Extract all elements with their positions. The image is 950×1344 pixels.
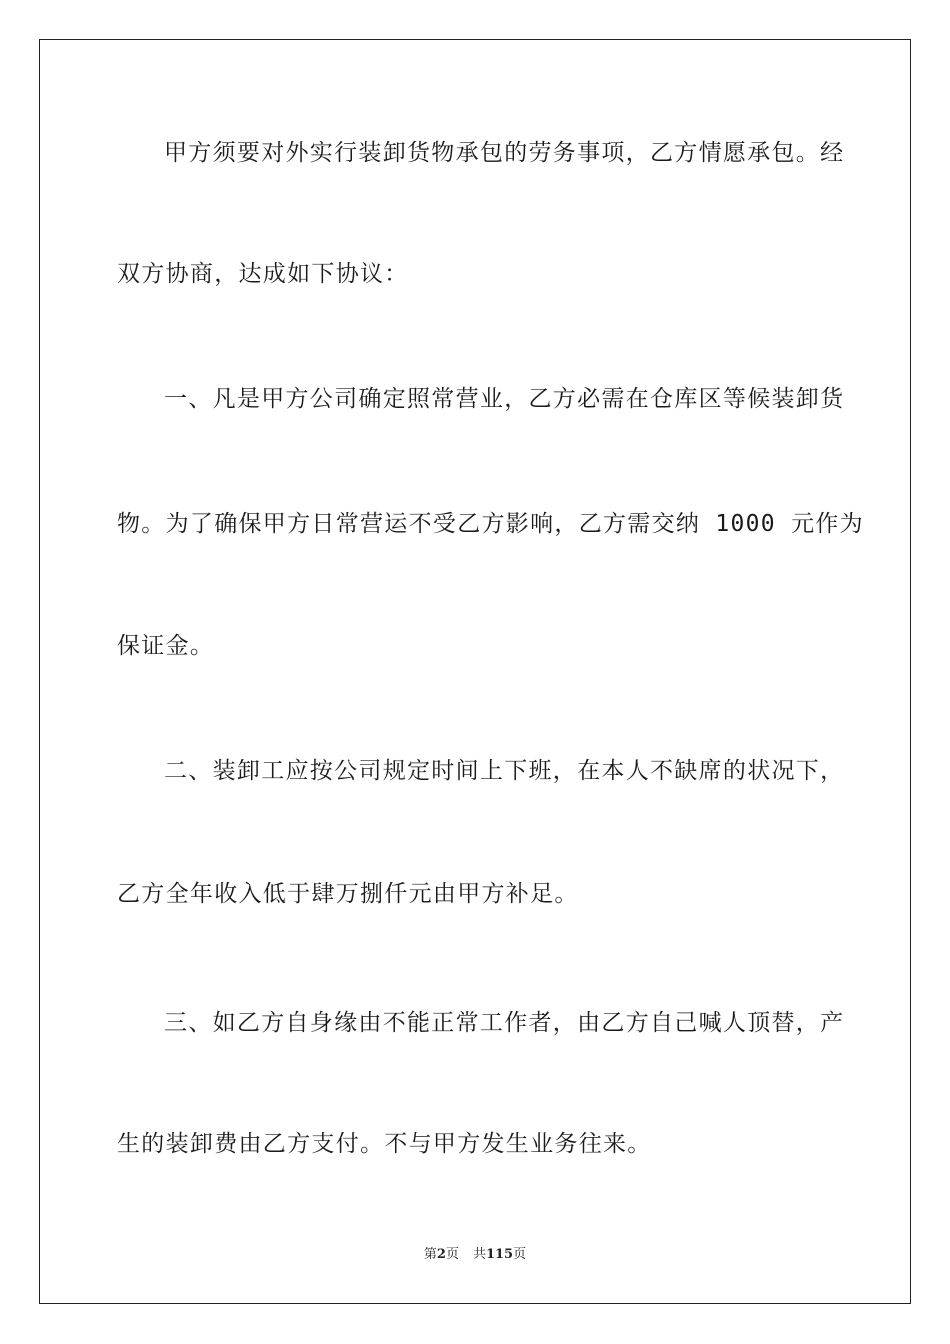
total-prefix: 共 xyxy=(472,1247,486,1262)
clause-3-line-2: 生的装卸费由乙方支付。不与甲方发生业务往来。 xyxy=(117,1131,652,1157)
total-pages: 115 xyxy=(485,1247,514,1262)
paragraph-1-line-2: 双方协商，达成如下协议： xyxy=(117,261,409,287)
page-footer xyxy=(0,1246,950,1264)
page-suffix: 页 xyxy=(445,1247,459,1262)
page-prefix: 第 xyxy=(423,1247,437,1262)
clause-3-line-1: 三、如乙方自身缘由不能正常工作者，由乙方自己喊人顶替，产 xyxy=(164,1010,845,1036)
clause-1-line-3: 保证金。 xyxy=(117,633,215,659)
clause-2-line-2: 乙方全年收入低于肆万捌仟元由甲方补足。 xyxy=(117,881,579,907)
paragraph-1-line-1: 甲方须要对外实行装卸货物承包的劳务事项，乙方情愿承包。经 xyxy=(164,140,845,166)
page-border xyxy=(39,39,911,1304)
total-suffix: 页 xyxy=(513,1247,527,1262)
clause-1-line-2: 物。为了确保甲方日常营运不受乙方影响，乙方需交纳 1000 元作为 xyxy=(117,511,864,537)
clause-2-line-1: 二、装卸工应按公司规定时间上下班，在本人不缺席的状况下， xyxy=(164,758,845,784)
page-number: 2 xyxy=(436,1247,446,1262)
clause-1-line-1: 一、凡是甲方公司确定照常营业，乙方必需在仓库区等候装卸货 xyxy=(164,386,845,412)
